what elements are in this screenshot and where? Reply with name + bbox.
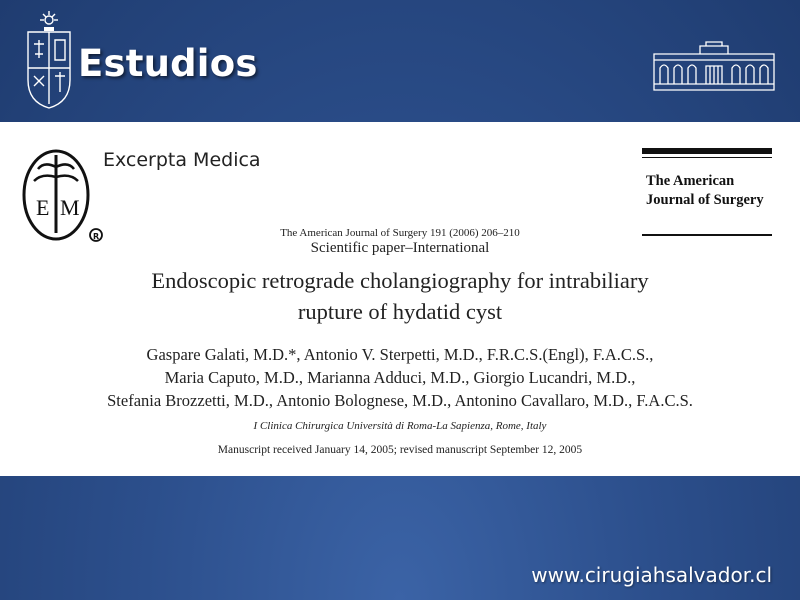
svg-text:M: M [60,195,80,220]
masthead-rule [642,234,772,236]
slide-title: Estudios [78,42,258,85]
masthead-rule [642,148,772,154]
journal-name-line: Journal of Surgery [646,192,764,208]
svg-text:E: E [36,195,50,220]
manuscript-dates: Manuscript received January 14, 2005; revised manuscript September 12, 2005 [217,444,583,456]
authors-line: Stefania Brozzetti, M.D., Antonio Bolognese, M.D., Antonino Cavallaro, M.D., F.A.C.S. [107,391,693,410]
website-url: www.cirugiahsalvador.cl [531,563,772,587]
article-section: Scientific paper–International [310,240,490,256]
article-title-line: Endoscopic retrograde cholangiography for intrabiliary [151,268,649,293]
slide-header [0,0,800,122]
author-affiliation: I Clinica Chirurgica Università di Roma-La Sapienza, Rome, Italy [253,420,547,432]
authors-line: Gaspare Galati, M.D.*, Antonio V. Sterpetti, M.D., F.R.C.S.(Engl), F.A.C.S., [146,345,654,364]
university-crest-icon [22,10,76,110]
journal-masthead [642,148,772,240]
excerpta-medica-logo-icon [20,147,104,243]
publisher-name: Excerpta Medica [103,149,261,171]
journal-name-line: The American [646,173,735,189]
journal-name [646,172,772,210]
journal-article-screenshot [0,122,800,476]
hospital-building-icon [652,40,776,92]
article-title-line: rupture of hydatid cyst [297,299,503,324]
svg-text:R: R [93,232,100,241]
journal-citation: The American Journal of Surgery 191 (2006) 206–210 [280,227,520,239]
authors-line: Maria Caputo, M.D., Marianna Adduci, M.D., Giorgio Lucandri, M.D., [164,368,636,387]
masthead-rule [642,157,772,158]
